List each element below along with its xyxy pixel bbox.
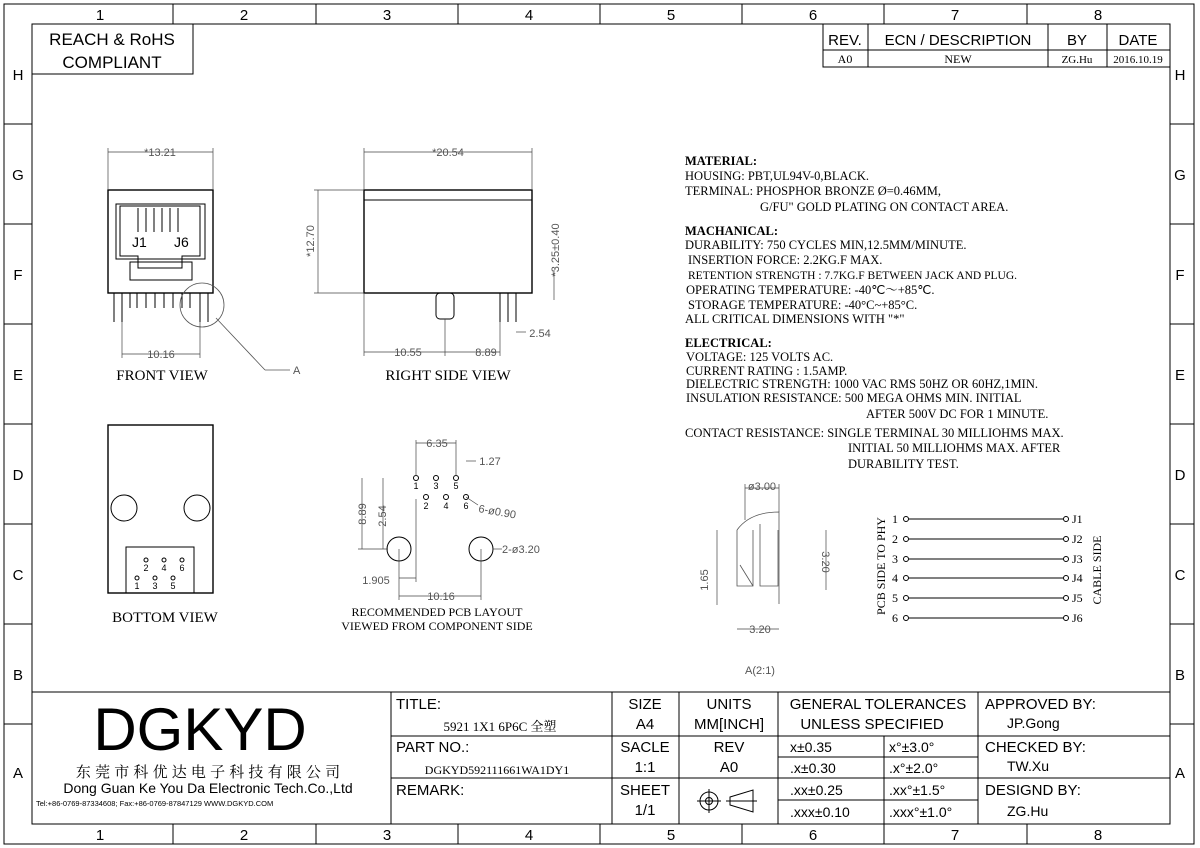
tolerance-value: x±0.35 bbox=[790, 739, 832, 755]
title-value: 5921 1X1 6P6C 全塑 bbox=[443, 719, 557, 734]
col-label: 7 bbox=[950, 7, 960, 24]
rev-label: REV bbox=[713, 739, 745, 756]
pcb-pin: 6 bbox=[463, 501, 469, 511]
spec-line: INSERTION FORCE: 2.2KG.F MAX. bbox=[688, 253, 883, 267]
detail-dim-320h: 3.20 bbox=[749, 624, 771, 636]
right-side-view bbox=[305, 147, 562, 384]
col-label: 6 bbox=[808, 827, 818, 844]
right-pin-offset-dim: 2.54 bbox=[529, 328, 551, 340]
front-contact-j1: J1 bbox=[132, 234, 147, 250]
company-name-cn: 东 莞 市 科 优 达 电 子 科 技 有 限 公 司 bbox=[75, 764, 341, 781]
schematic-left-pin: 6 bbox=[892, 611, 898, 625]
right-peg-dim: *3.25±0.40 bbox=[550, 223, 562, 277]
row-label: F bbox=[13, 267, 23, 284]
checked-label: CHECKED BY: bbox=[985, 739, 1086, 756]
pcb-hole-small: 6-ø0.90 bbox=[477, 503, 517, 522]
col-label: 1 bbox=[95, 827, 105, 844]
pcb-pin: 1 bbox=[413, 481, 419, 491]
schematic-left-pin: 5 bbox=[892, 591, 898, 605]
bottom-view-label: BOTTOM VIEW bbox=[112, 610, 218, 626]
col-label: 5 bbox=[666, 827, 676, 844]
by-value: ZG.Hu bbox=[1061, 54, 1093, 66]
schematic-right-pin: J6 bbox=[1072, 611, 1083, 625]
spec-line: ALL CRITICAL DIMENSIONS WITH "*" bbox=[685, 312, 905, 326]
spec-line: INITIAL 50 MILLIOHMS MAX. AFTER bbox=[848, 441, 1061, 455]
scale-label: SACLE bbox=[620, 739, 670, 756]
tolerance-value: .xx°±1.5° bbox=[889, 782, 946, 798]
right-length-dim: *20.54 bbox=[432, 147, 464, 159]
col-label: 2 bbox=[239, 827, 249, 844]
compliance-line1: REACH & RoHS bbox=[49, 30, 175, 49]
col-label: 2 bbox=[239, 7, 249, 24]
partno-value: DGKYD592111661WA1DY1 bbox=[424, 763, 570, 777]
rev-value: A0 bbox=[837, 52, 853, 66]
col-label: 3 bbox=[382, 7, 392, 24]
rev-header: REV. bbox=[828, 32, 862, 49]
detail-dim-320v: 3.20 bbox=[819, 551, 831, 573]
row-label: G bbox=[12, 167, 24, 184]
units-value: MM[INCH] bbox=[694, 716, 764, 733]
row-label: G bbox=[1174, 167, 1186, 184]
bottom-pin: 4 bbox=[161, 563, 167, 573]
pcb-hole-large: 2-ø3.20 bbox=[502, 544, 540, 556]
detail-a bbox=[699, 481, 831, 677]
spec-line: CURRENT RATING : 1.5AMP. bbox=[686, 364, 848, 378]
bottom-pin: 5 bbox=[170, 581, 176, 591]
col-label: 6 bbox=[808, 7, 818, 24]
mechanical-title: MACHANICAL: bbox=[685, 224, 779, 238]
row-label: A bbox=[1174, 765, 1186, 782]
row-label: F bbox=[1175, 267, 1185, 284]
detail-callout-a: A bbox=[293, 365, 301, 377]
detail-label: A(2:1) bbox=[745, 665, 775, 677]
row-label: B bbox=[1174, 667, 1186, 684]
bottom-pin: 6 bbox=[179, 563, 185, 573]
specifications bbox=[685, 154, 1064, 471]
pcb-label-1: RECOMMENDED PCB LAYOUT bbox=[351, 605, 523, 619]
spec-line: G/FU" GOLD PLATING ON CONTACT AREA. bbox=[760, 200, 1009, 214]
partno-label: PART NO.: bbox=[396, 739, 470, 756]
detail-dim-300: ø3.00 bbox=[747, 481, 777, 493]
schematic-right-pin: J5 bbox=[1072, 591, 1083, 605]
by-header: BY bbox=[1066, 32, 1088, 49]
spec-line: HOUSING: PBT,UL94V-0,BLACK. bbox=[685, 169, 870, 183]
spec-line: OPERATING TEMPERATURE: -40℃～+85℃. bbox=[686, 283, 935, 297]
remark-label: REMARK: bbox=[396, 782, 465, 799]
pcb-pin: 4 bbox=[443, 501, 449, 511]
front-width-dim: *13.21 bbox=[144, 147, 176, 159]
schematic-right-pin: J4 bbox=[1072, 571, 1083, 585]
tolerance-value: .xxx°±1.0° bbox=[889, 804, 953, 820]
pcb-dim-254: 2.54 bbox=[377, 505, 389, 527]
front-view bbox=[108, 147, 301, 384]
ecn-value: NEW bbox=[944, 52, 972, 66]
wiring-schematic bbox=[874, 512, 1104, 625]
bottom-view bbox=[108, 425, 219, 626]
checked-value: TW.Xu bbox=[1007, 758, 1050, 774]
spec-line: AFTER 500V DC FOR 1 MINUTE. bbox=[866, 407, 1049, 421]
row-label: H bbox=[12, 67, 24, 84]
pcb-layout bbox=[341, 438, 540, 633]
schematic-left-pin: 1 bbox=[892, 512, 898, 526]
size-value: A4 bbox=[635, 716, 655, 733]
tolerances-title-1: GENERAL TOLERANCES bbox=[789, 696, 967, 713]
pcb-dim-1905: 1.905 bbox=[362, 575, 390, 587]
approved-value: JP.Gong bbox=[1007, 715, 1060, 731]
schematic-left-pin: 2 bbox=[892, 532, 898, 546]
compliance-line2: COMPLIANT bbox=[62, 53, 162, 72]
right-d1-dim: 10.55 bbox=[394, 347, 422, 359]
pcb-label-2: VIEWED FROM COMPONENT SIDE bbox=[341, 619, 533, 633]
units-label: UNITS bbox=[706, 696, 752, 713]
spec-line: DURABILITY: 750 CYCLES MIN,12.5MM/MINUTE. bbox=[685, 238, 967, 252]
ecn-header: ECN / DESCRIPTION bbox=[884, 32, 1032, 49]
tolerance-value: .x°±2.0° bbox=[889, 760, 939, 776]
front-contact-j6: J6 bbox=[174, 234, 189, 250]
tolerance-value: .xxx±0.10 bbox=[790, 804, 850, 820]
row-label: D bbox=[12, 467, 24, 484]
row-label: E bbox=[1174, 367, 1186, 384]
col-label: 7 bbox=[950, 827, 960, 844]
projection-symbol-icon bbox=[697, 789, 757, 813]
designed-label: DESIGND BY: bbox=[985, 782, 1081, 799]
tolerance-value: .xx±0.25 bbox=[790, 782, 843, 798]
bottom-pin: 2 bbox=[143, 563, 149, 573]
row-ticks bbox=[4, 124, 1194, 724]
schematic-left-pin: 3 bbox=[892, 552, 898, 566]
spec-line: CONTACT RESISTANCE: SINGLE TERMINAL 30 MILLIOHMS MAX. bbox=[685, 426, 1064, 440]
col-label: 8 bbox=[1093, 827, 1103, 844]
col-label: 3 bbox=[382, 827, 392, 844]
electrical-title: ELECTRICAL: bbox=[685, 336, 772, 350]
size-label: SIZE bbox=[628, 696, 662, 713]
right-d2-dim: 8.89 bbox=[475, 347, 497, 359]
schematic-right-pin: J2 bbox=[1072, 532, 1083, 546]
bottom-pin: 3 bbox=[152, 581, 158, 591]
row-label: B bbox=[12, 667, 24, 684]
col-label: 4 bbox=[524, 827, 534, 844]
col-label: 8 bbox=[1093, 7, 1103, 24]
front-view-label: FRONT VIEW bbox=[116, 368, 208, 384]
tolerance-value: x°±3.0° bbox=[889, 739, 935, 755]
row-label: H bbox=[1174, 67, 1186, 84]
detail-dim-165: 1.65 bbox=[699, 569, 711, 591]
sheet-label: SHEET bbox=[619, 782, 671, 799]
row-label: D bbox=[1174, 467, 1186, 484]
sheet-value: 1/1 bbox=[634, 802, 656, 819]
company-logo: DGKYD bbox=[93, 696, 307, 763]
company-contact: Tel:+86-0769-87334608; Fax:+86-0769-87847129 WWW.DGKYD.COM bbox=[36, 799, 274, 808]
title-block bbox=[32, 692, 1170, 824]
spec-line: STORAGE TEMPERATURE: -40°C~+85°C. bbox=[688, 298, 918, 312]
front-pitch-dim: 10.16 bbox=[147, 349, 175, 361]
revision-table bbox=[823, 24, 1170, 67]
approved-label: APPROVED BY: bbox=[985, 696, 1096, 713]
col-label: 4 bbox=[524, 7, 534, 24]
schematic-right-pin: J3 bbox=[1072, 552, 1083, 566]
pcb-pin: 5 bbox=[453, 481, 459, 491]
designed-value: ZG.Hu bbox=[1007, 803, 1049, 819]
right-view-label: RIGHT SIDE VIEW bbox=[385, 368, 511, 384]
row-label: A bbox=[12, 765, 24, 782]
pcb-pin: 3 bbox=[433, 481, 439, 491]
title-label: TITLE: bbox=[396, 696, 442, 713]
pcb-dim-889: 8.89 bbox=[357, 503, 369, 525]
schematic-right-label: CABLE SIDE bbox=[1090, 535, 1104, 605]
pcb-pin: 2 bbox=[423, 501, 429, 511]
date-value: 2016.10.19 bbox=[1113, 54, 1163, 66]
spec-line: DIELECTRIC STRENGTH: 1000 VAC RMS 50HZ OR 60HZ,1MIN. bbox=[686, 377, 1038, 391]
schematic-right-pin: J1 bbox=[1072, 512, 1083, 526]
material-title: MATERIAL: bbox=[685, 154, 757, 168]
spec-line: RETENTION STRENGTH : 7.7KG.F BETWEEN JACK AND PLUG. bbox=[688, 270, 1018, 282]
col-label: 5 bbox=[666, 7, 676, 24]
pcb-dim-635: 6.35 bbox=[426, 438, 448, 450]
spec-line: INSULATION RESISTANCE: 500 MEGA OHMS MIN. INITIAL bbox=[686, 391, 1022, 405]
rev-value-tb: A0 bbox=[719, 759, 739, 776]
spec-line: VOLTAGE: 125 VOLTS AC. bbox=[686, 350, 834, 364]
scale-value: 1:1 bbox=[634, 759, 656, 776]
pcb-dim-127: 1.27 bbox=[479, 456, 501, 468]
company-name-en: Dong Guan Ke You Da Electronic Tech.Co.,Ltd bbox=[63, 780, 353, 796]
row-label: C bbox=[12, 567, 24, 584]
bottom-pin: 1 bbox=[134, 581, 140, 591]
pcb-dim-1016: 10.16 bbox=[427, 591, 455, 603]
right-height-dim: *12.70 bbox=[305, 225, 317, 257]
tolerances-title-2: UNLESS SPECIFIED bbox=[800, 716, 944, 733]
date-header: DATE bbox=[1118, 32, 1158, 49]
tolerance-value: .x±0.30 bbox=[790, 760, 836, 776]
schematic-left-pin: 4 bbox=[892, 571, 898, 585]
schematic-left-label: PCB SIDE TO PHY bbox=[874, 517, 888, 615]
spec-line: TERMINAL: PHOSPHOR BRONZE Ø=0.46MM, bbox=[685, 184, 942, 198]
row-label: C bbox=[1174, 567, 1186, 584]
spec-line: DURABILITY TEST. bbox=[848, 457, 959, 471]
row-label: E bbox=[12, 367, 24, 384]
col-label: 1 bbox=[95, 7, 105, 24]
